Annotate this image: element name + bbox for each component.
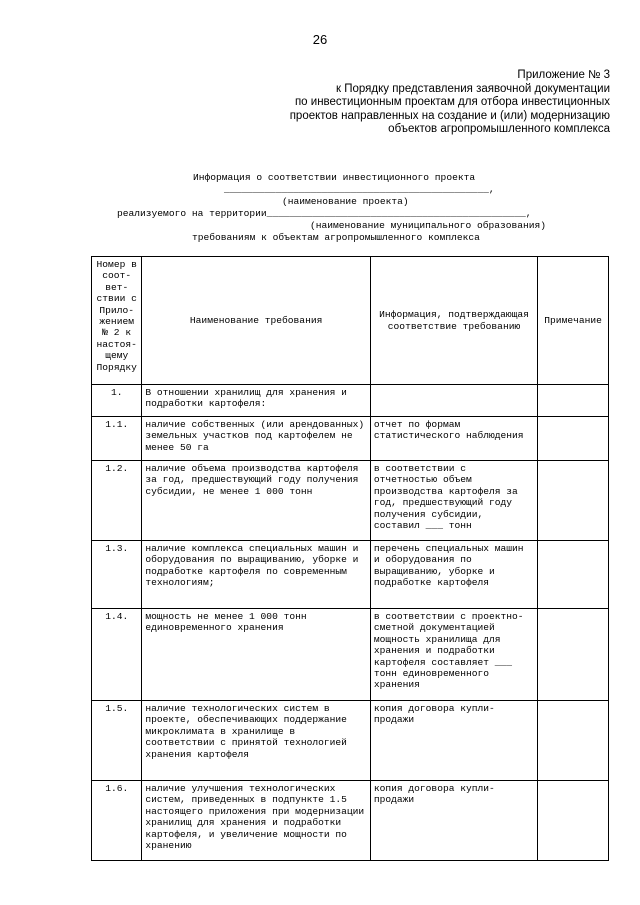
appendix-line: по инвестиционным проектам для отбора инвестиционных [294, 96, 610, 109]
row-requirement: мощность не менее 1 000 тонн единовременного хранения [142, 609, 370, 701]
appendix-line: к Порядку представления заявочной документации [336, 82, 610, 95]
table-row [92, 385, 609, 417]
row-note [538, 461, 609, 541]
appendix-heading [190, 69, 610, 137]
row-number: 1. [92, 385, 142, 417]
row-info: отчет по формам статистического наблюдения [370, 417, 537, 461]
row-note [538, 417, 609, 461]
row-note [538, 781, 609, 861]
row-requirement: наличие объема производства картофеля за год, предшествующий году получения субсидии, не менее 1 000 тонн [142, 461, 370, 541]
requirements-table [91, 256, 609, 861]
row-note [538, 701, 609, 781]
row-info: копия договора купли-продажи [370, 781, 537, 861]
row-requirement: В отношении хранилищ для хранения и подработки картофеля: [142, 385, 370, 417]
municipality-caption: (наименование муниципального образования) [310, 220, 547, 231]
row-note [538, 609, 609, 701]
row-info: в соответствии с отчетностью объем производства картофеля за год, предшествующий году получения субсидии, составил ___ тонн [370, 461, 537, 541]
row-info: копия договора купли-продажи [370, 701, 537, 781]
row-number: 1.2. [92, 461, 142, 541]
table-row [92, 609, 609, 701]
header-info: Информация, подтверждающая соответствие требованию [370, 257, 537, 385]
project-name-caption: (наименование проекта) [282, 196, 409, 207]
row-note [538, 541, 609, 609]
page-number: 26 [312, 32, 328, 47]
row-info: в соответствии с проектно-сметной документацией мощность хранилища для хранения и подработки картофеля составляет ___ тонн единовременного хранения [370, 609, 537, 701]
row-number: 1.6. [92, 781, 142, 861]
row-requirement: наличие комплекса специальных машин и оборудования по выращиванию, уборке и подработке картофеля по современным технологиям; [142, 541, 370, 609]
table-row [92, 417, 609, 461]
row-number: 1.5. [92, 701, 142, 781]
table-row [92, 781, 609, 861]
form-title: Информация о соответствии инвестиционного проекта [193, 172, 476, 183]
row-info: перечень специальных машин и оборудования по выращиванию, уборке и подработке картофеля [370, 541, 537, 609]
table-header-row [92, 257, 609, 385]
table-row [92, 541, 609, 609]
row-number: 1.4. [92, 609, 142, 701]
header-note: Примечание [538, 257, 609, 385]
row-requirement: наличие технологических систем в проекте, обеспечивающих поддержание микроклимата в хранилище в соответствии с принятой технологией хранения картофеля [142, 701, 370, 781]
requirements-line: требованиям к объектам агропромышленного комплекса [192, 232, 480, 243]
row-requirement: наличие собственных (или арендованных) земельных участков под картофелем не менее 50 га [142, 417, 370, 461]
header-number: Номер в соот-вет-ствии с Прило-жением № 2 к настоя-щему Порядку [92, 257, 142, 385]
row-number: 1.3. [92, 541, 142, 609]
appendix-title: Приложение № 3 [517, 69, 610, 81]
appendix-line: объектов агропромышленного комплекса [388, 123, 610, 136]
project-name-blank: ______________________________________________, [224, 184, 495, 195]
row-number: 1.1. [92, 417, 142, 461]
row-requirement: наличие улучшения технологических систем, приведенных в подпункте 1.5 настоящего приложения при модернизации хранилищ для хранения и подработки картофеля, и увеличение мощности по хранению [142, 781, 370, 861]
row-info [370, 385, 537, 417]
territory-line: реализуемого на территории_____________________________________________, [117, 208, 532, 219]
row-note [538, 385, 609, 417]
header-requirement: Наименование требования [142, 257, 370, 385]
table-row [92, 461, 609, 541]
appendix-line: проектов направленных на создание и (или) модернизацию [289, 109, 610, 122]
table-row [92, 701, 609, 781]
